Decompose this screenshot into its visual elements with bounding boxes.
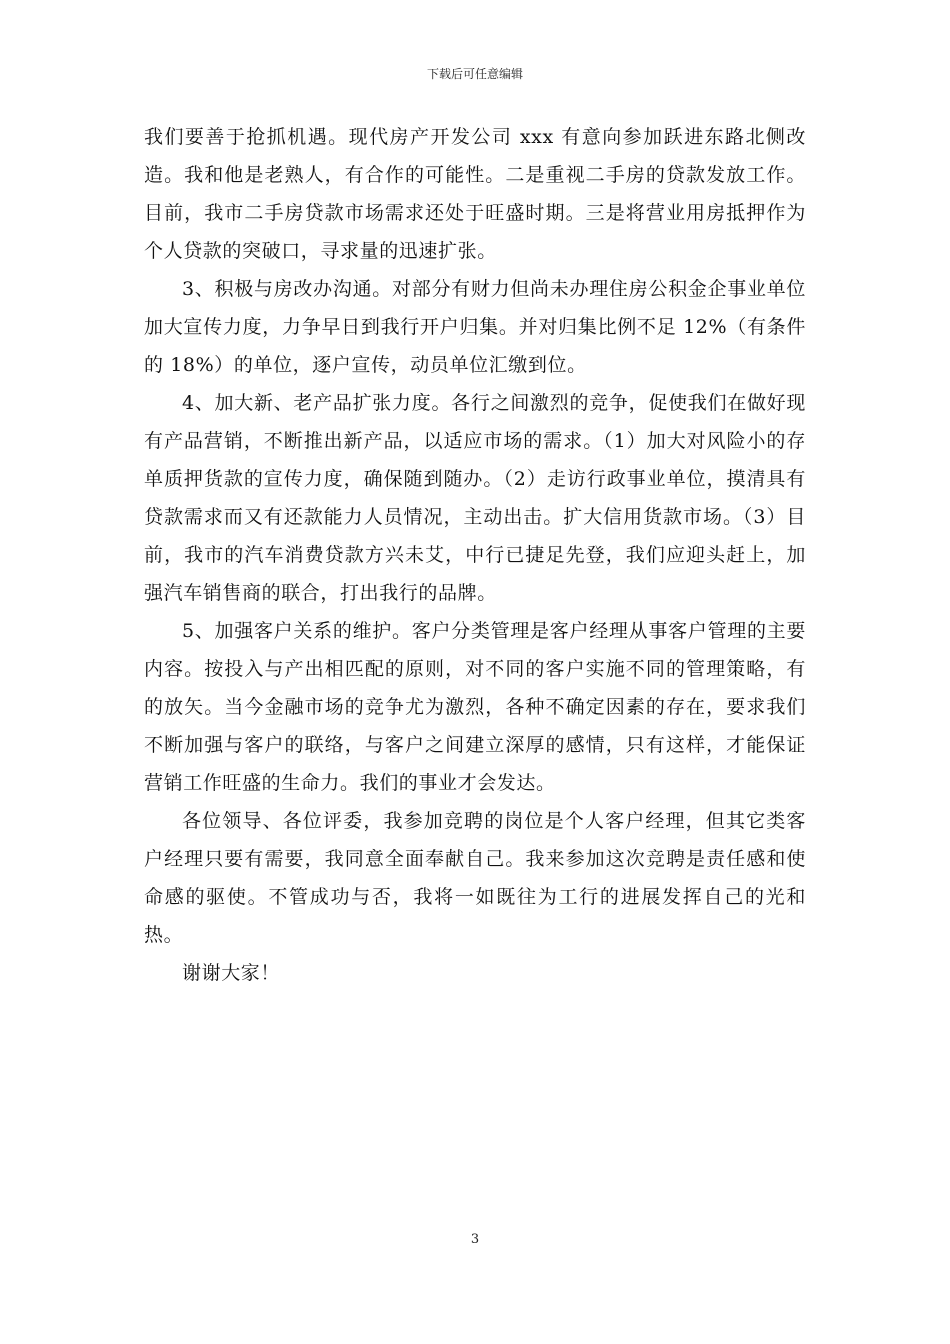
paragraph-thanks: 谢谢大家！ [182,962,281,984]
paragraph-continuation: 我们要善于抢抓机遇。现代房产开发公司 xxx 有意向参加跃进东路北侧改造。我和他是老熟人，有合作的可能性。二是重视二手房的贷款发放工作。目前，我市二手房贷款市场需求还处于旺盛时期。三是将营业用房抵押作为个人贷款的突破口，寻求量的迅速扩张。 [144,126,806,262]
page-number: 3 [470,1232,480,1247]
document-body [144,118,806,992]
page-header: 下载后可任意编辑 [426,67,523,81]
paragraph-closing: 各位领导、各位评委，我参加竞聘的岗位是个人客户经理，但其它类客户经理只要有需要，我同意全面奉献自己。我来参加这次竞聘是责任感和使命感的驱使。不管成功与否，我将一如既往为工行的进展发挥自己的光和热。 [144,810,806,946]
paragraph-item-3: 3、积极与房改办沟通。对部分有财力但尚未办理住房公积金企事业单位加大宣传力度，力争早日到我行开户归集。并对归集比例不足 12%（有条件的 18%）的单位，逐户宣传，动员单位汇缴到位。 [144,278,806,376]
paragraph-item-4: 4、加大新、老产品扩张力度。各行之间激烈的竞争，促使我们在做好现有产品营销，不断推出新产品，以适应市场的需求。（1）加大对风险小的存单质押货款的宣传力度，确保随到随办。（2）走访行政事业单位，摸清具有贷款需求而又有还款能力人员情况，主动出击。扩大信用货款市场。（3）目前，我市的汽车消费贷款方兴未艾，中行已捷足先登，我们应迎头赶上，加强汽车销售商的联合，打出我行的品牌。 [144,392,806,604]
paragraph-item-5: 5、加强客户关系的维护。客户分类管理是客户经理从事客户管理的主要内容。按投入与产出相匹配的原则，对不同的客户实施不同的管理策略，有的放矢。当今金融市场的竞争尤为激烈，各种不确定因素的存在，要求我们不断加强与客户的联络，与客户之间建立深厚的感情，只有这样，才能保证营销工作旺盛的生命力。我们的事业才会发达。 [144,620,806,794]
